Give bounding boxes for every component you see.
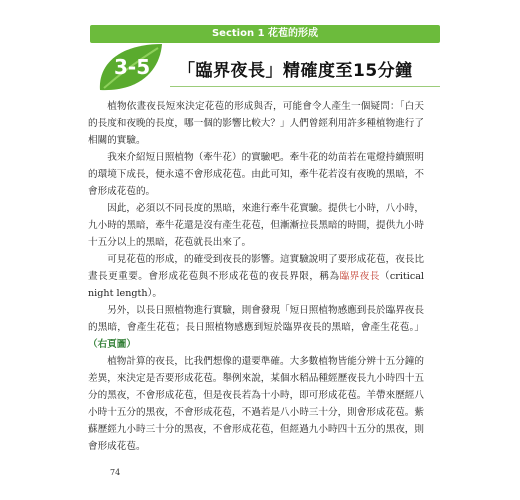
page-number: 74 <box>110 468 121 477</box>
paragraph-6 <box>88 353 424 455</box>
paragraph-3 <box>88 200 424 251</box>
paragraph-2 <box>88 149 424 200</box>
page-title: 「臨界夜長」精確度至15分鐘 <box>178 61 413 81</box>
paragraph-text: 我來介紹短日照植物（牽牛花）的實驗吧。牽牛花的幼苗若在電燈持續照明的環境下成長，便永遠不會形成花苞。由此可知，牽牛花若沒有夜晚的黑暗，不會形成花苞的。 <box>88 152 424 197</box>
highlight-term: 臨界夜長 <box>339 271 380 282</box>
paragraph-text: 因此，必須以不同長度的黑暗，來進行牽牛花實驗。提供七小時，八小時，九小時的黑暗，牽牛花還是沒有產生花苞，但漸漸拉長黑暗的時間，提供九小時十五分以上的黑暗，花苞就長出來了。 <box>88 203 424 248</box>
paragraph-text: 可見花苞的形成，的確受到夜長的影響。這實驗說明了要形成花苞，夜長比晝長更重要。會形成花苞與不形成花苞的夜長界限，稱為 <box>88 254 424 282</box>
section-number: 3-5 <box>114 55 151 79</box>
paragraph-text: 另外，以長日照植物進行實驗，則會發現「短日照植物感應到長於臨界夜長的黑暗，會產生花苞；長日照植物感應到短於臨界夜長的黑暗，會產生花苞。」 <box>88 305 424 333</box>
section-header-text: Section 1 花苞的形成 <box>211 28 319 39</box>
paragraph-1 <box>88 98 424 149</box>
title-divider <box>170 86 440 87</box>
body-text <box>88 98 424 455</box>
paragraph-4 <box>88 251 424 302</box>
paragraph-text: （critical night length）。 <box>88 271 424 299</box>
paragraph-5 <box>88 302 424 353</box>
figure-reference: （右頁圖） <box>88 339 136 350</box>
paragraph-text: 植物計算的夜長，比我們想像的還要準確。大多數植物皆能分辨十五分鐘的差異，來決定是否要形成花苞。舉例來說，某個水稻品種經歷夜長九小時四十五分的黑夜，不會形成花苞，但是夜長若為十小時，即可形成花苞。羊帶來歷經八小時十五分的黑夜，不會形成花苞，不過若是八小時三十分，則會形成花苞。紫蘇歷經九小時三十分的黑夜，不會形成花苞，但經過九小時四十五分的黑夜，則會形成花苞。 <box>88 356 424 452</box>
paragraph-text: 植物依晝夜長短來決定花苞的形成與否，可能會令人產生一個疑問：「白天的長度和夜晚的長度，哪一個的影響比較大？」人們曾經利用許多種植物進行了相關的實驗。 <box>88 101 424 146</box>
